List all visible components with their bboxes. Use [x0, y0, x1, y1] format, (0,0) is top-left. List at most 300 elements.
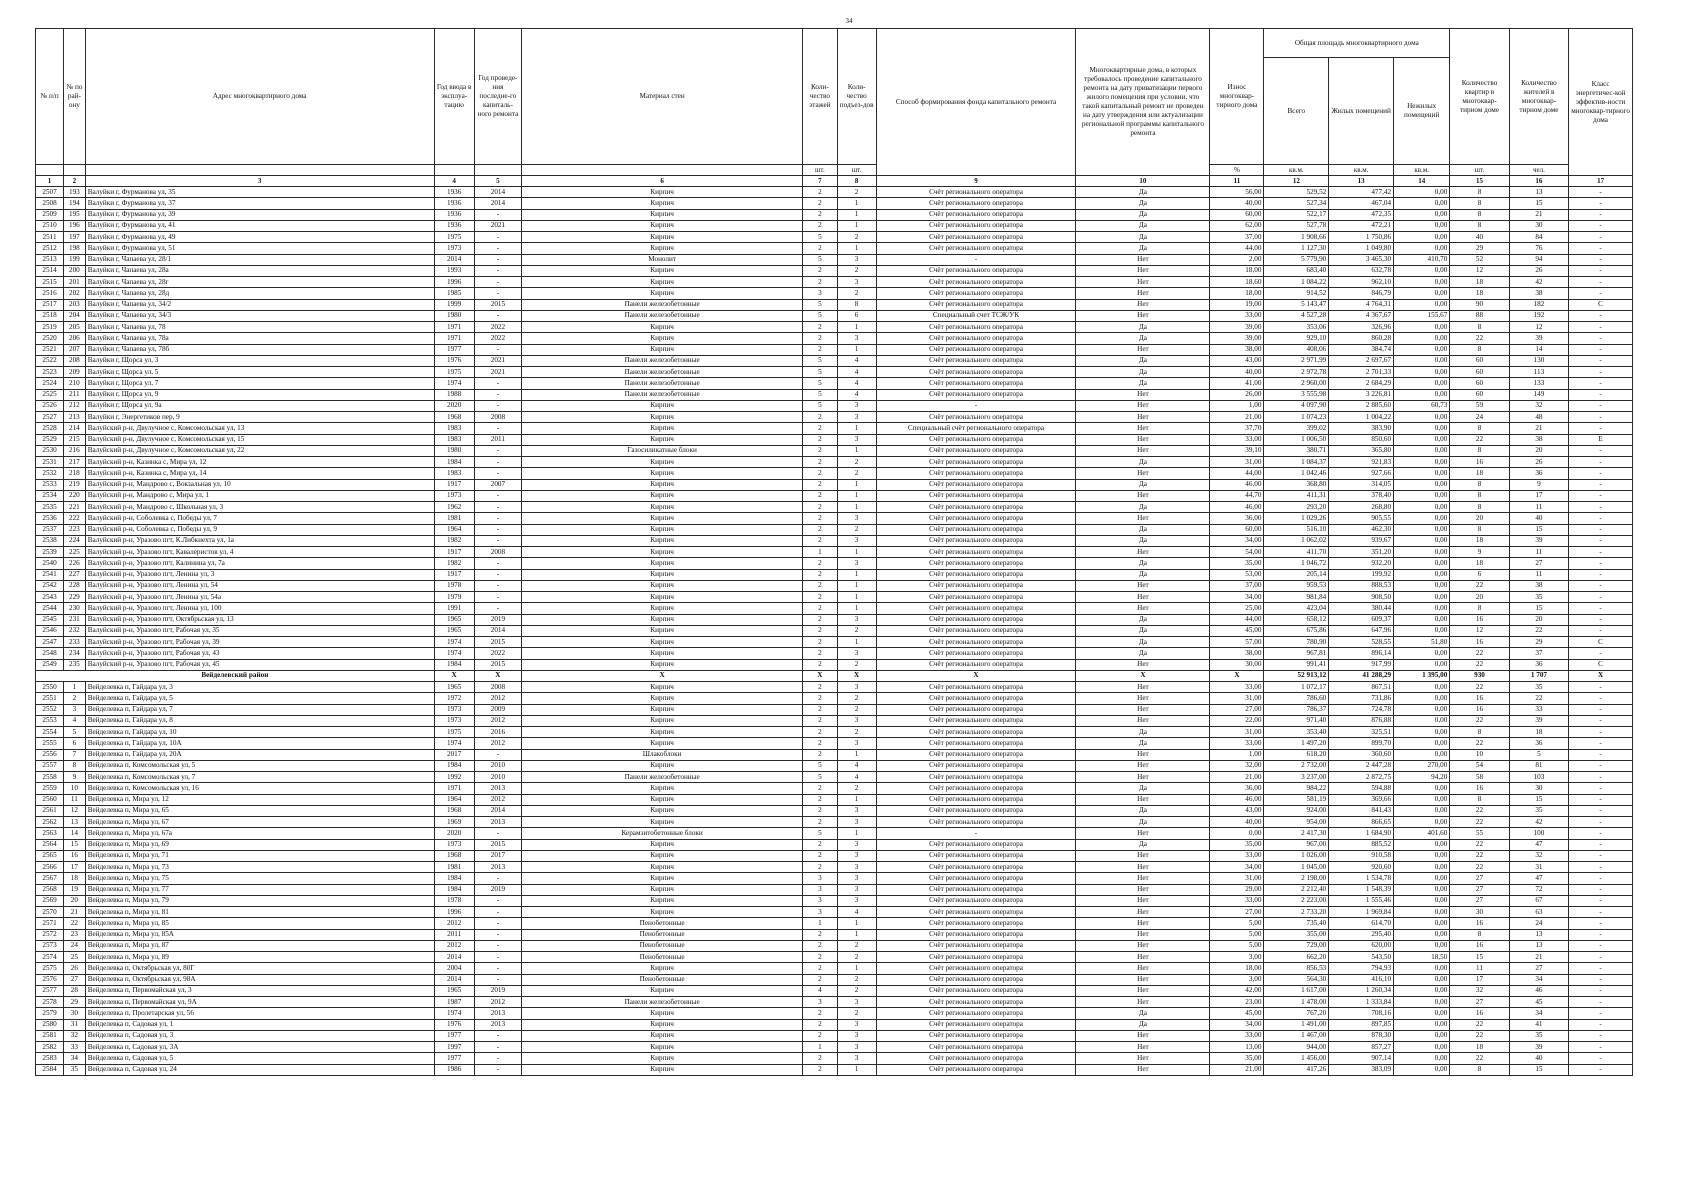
table-cell: 0,00	[1394, 580, 1450, 591]
table-cell: 15	[1509, 603, 1568, 614]
table-cell: 8	[1450, 524, 1509, 535]
table-cell: 2	[803, 952, 838, 963]
table-row	[36, 535, 1633, 546]
table-cell: 360,60	[1329, 749, 1394, 760]
table-cell: 15	[1450, 952, 1509, 963]
table-cell: Счёт регионального оператора	[876, 850, 1076, 861]
table-cell: 2	[803, 603, 838, 614]
table-cell: 2021	[474, 367, 522, 378]
table-cell: 2	[803, 479, 838, 490]
table-cell: 2583	[36, 1053, 64, 1064]
table-cell: 0,00	[1394, 322, 1450, 333]
table-cell: 1993	[434, 265, 474, 276]
table-cell: -	[1569, 558, 1633, 569]
table-cell: 2541	[36, 569, 64, 580]
table-cell: 2012	[474, 738, 522, 749]
table-cell: 2510	[36, 220, 64, 231]
table-cell: 780,90	[1264, 637, 1329, 648]
table-cell: 35,00	[1210, 558, 1264, 569]
table-cell: 60,73	[1394, 400, 1450, 411]
table-cell: 467,04	[1329, 198, 1394, 209]
table-cell: 1 026,00	[1264, 850, 1329, 861]
table-cell: Нет	[1076, 693, 1210, 704]
table-cell: 193	[64, 187, 86, 198]
table-cell: 1975	[434, 232, 474, 243]
table-cell: 39	[1509, 333, 1568, 344]
table-cell: 20	[1450, 513, 1509, 524]
table-cell: 2538	[36, 535, 64, 546]
table-cell: 908,50	[1329, 592, 1394, 603]
table-cell: Счёт регионального оператора	[876, 220, 1076, 231]
table-cell: 1 555,46	[1329, 895, 1394, 906]
table-cell: 2	[837, 1008, 876, 1019]
table-cell: 1984	[434, 457, 474, 468]
table-cell: 3	[837, 535, 876, 546]
table-cell: 4 097,90	[1264, 400, 1329, 411]
table-cell: 2548	[36, 648, 64, 659]
table-cell: 2017	[434, 749, 474, 760]
table-cell: -	[1569, 614, 1633, 625]
table-cell: Кирпич	[522, 243, 803, 254]
table-cell: 22	[1450, 839, 1509, 850]
table-cell: 3	[837, 873, 876, 884]
table-cell: Вейделевка п, Гайдара ул, 10А	[85, 738, 434, 749]
district-cell: X	[837, 670, 876, 681]
unit-wear: %	[1210, 165, 1264, 176]
table-cell: 2	[803, 412, 838, 423]
table-cell: 133	[1509, 378, 1568, 389]
table-cell: -	[1569, 355, 1633, 366]
table-cell: 52	[1450, 254, 1509, 265]
table-row	[36, 547, 1633, 558]
table-cell: 0,00	[1394, 479, 1450, 490]
table-cell: 19,00	[1210, 299, 1264, 310]
table-cell: 0,00	[1394, 513, 1450, 524]
table-cell: 462,30	[1329, 524, 1394, 535]
table-cell: 199	[64, 254, 86, 265]
table-cell: 2	[837, 232, 876, 243]
table-cell: 0,00	[1394, 862, 1450, 873]
table-cell: 1964	[434, 794, 474, 805]
table-row	[36, 333, 1633, 344]
table-cell: 326,96	[1329, 322, 1394, 333]
table-cell: -	[1569, 468, 1633, 479]
table-cell: 353,06	[1264, 322, 1329, 333]
table-cell: Счёт регионального оператора	[876, 265, 1076, 276]
table-cell: 14	[64, 828, 86, 839]
table-cell: Панели железобетонные	[522, 310, 803, 321]
header-year-built: Год ввода в эксплуа-тацию	[434, 29, 474, 165]
table-cell: 1 478,00	[1264, 997, 1329, 1008]
table-cell: Валуйский р-н, Уразово пгт, Рабочая ул, 43	[85, 648, 434, 659]
table-cell: Да	[1076, 637, 1210, 648]
table-cell: 11	[1509, 502, 1568, 513]
table-cell: 215	[64, 434, 86, 445]
table-cell: 2020	[434, 828, 474, 839]
table-row	[36, 378, 1633, 389]
table-cell: Нет	[1076, 1064, 1210, 1075]
table-cell: Нет	[1076, 412, 1210, 423]
table-cell: 3	[837, 412, 876, 423]
table-cell: 0,00	[1394, 918, 1450, 929]
table-cell: 0,00	[1394, 412, 1450, 423]
table-cell: 22	[1450, 805, 1509, 816]
table-cell: 113	[1509, 367, 1568, 378]
table-cell: -	[1569, 794, 1633, 805]
table-cell: 0,00	[1394, 693, 1450, 704]
table-cell: Нет	[1076, 715, 1210, 726]
table-cell: 0,00	[1394, 468, 1450, 479]
table-cell: 18	[1509, 727, 1568, 738]
table-cell: 2008	[474, 682, 522, 693]
district-cell: X	[1210, 670, 1264, 681]
table-cell: 2017	[474, 850, 522, 861]
table-row	[36, 963, 1633, 974]
table-cell: 48	[1509, 412, 1568, 423]
table-cell: Кирпич	[522, 873, 803, 884]
district-cell: 1 707	[1509, 670, 1568, 681]
table-cell: Керамзитобетонные блоки	[522, 828, 803, 839]
table-cell: 0,00	[1394, 997, 1450, 1008]
table-cell: -	[1569, 940, 1633, 951]
table-cell: 84	[1509, 232, 1568, 243]
header-address: Адрес многоквартирного дома	[85, 29, 434, 165]
table-cell: 2 885,60	[1329, 400, 1394, 411]
table-cell: 423,04	[1264, 603, 1329, 614]
table-cell: Счёт регионального оператора	[876, 625, 1076, 636]
table-cell: 34,00	[1210, 535, 1264, 546]
table-cell: 735,40	[1264, 918, 1329, 929]
table-cell: 1,00	[1210, 400, 1264, 411]
table-cell: Кирпич	[522, 682, 803, 693]
table-cell: Счёт регионального оператора	[876, 490, 1076, 501]
table-cell: 917,99	[1329, 659, 1394, 670]
table-row	[36, 1030, 1633, 1041]
table-cell: Вейделевка п, Мира ул, 79	[85, 895, 434, 906]
table-cell: 39	[1509, 1042, 1568, 1053]
table-cell: 5	[803, 367, 838, 378]
table-header	[36, 29, 1633, 187]
table-cell: 8	[1450, 490, 1509, 501]
table-cell: Кирпич	[522, 625, 803, 636]
table-cell: 23	[64, 929, 86, 940]
column-number: 15	[1450, 176, 1509, 187]
table-row	[36, 727, 1633, 738]
table-cell: 2019	[474, 614, 522, 625]
table-cell: 2582	[36, 1042, 64, 1053]
table-cell: Счёт регионального оператора	[876, 985, 1076, 996]
table-cell: 8	[1450, 344, 1509, 355]
table-row	[36, 873, 1633, 884]
column-number: 8	[837, 176, 876, 187]
table-cell: Счёт регионального оператора	[876, 344, 1076, 355]
table-cell: -	[876, 400, 1076, 411]
table-cell: 1936	[434, 220, 474, 231]
table-cell: Валуйки г, Чапаева ул, 34/2	[85, 299, 434, 310]
table-row	[36, 580, 1633, 591]
table-cell: 954,00	[1264, 817, 1329, 828]
table-cell: Счёт регионального оператора	[876, 288, 1076, 299]
table-cell: 35	[64, 1064, 86, 1075]
table-cell: Кирпич	[522, 614, 803, 625]
table-cell: -	[474, 535, 522, 546]
table-cell: 18,00	[1210, 963, 1264, 974]
table-cell: Вейделевка п, Комсомольская ул, 5	[85, 760, 434, 771]
table-cell: 2528	[36, 423, 64, 434]
table-cell: -	[1569, 625, 1633, 636]
table-cell: 731,86	[1329, 693, 1394, 704]
table-cell: 1 333,84	[1329, 997, 1394, 1008]
table-cell: Счёт регионального оператора	[876, 952, 1076, 963]
table-cell: -	[474, 457, 522, 468]
table-cell: 1 456,00	[1264, 1053, 1329, 1064]
table-cell: 0,00	[1394, 547, 1450, 558]
table-cell: -	[1569, 682, 1633, 693]
table-row	[36, 805, 1633, 816]
table-cell: Да	[1076, 232, 1210, 243]
table-cell: 5	[1509, 749, 1568, 760]
table-cell: 0,00	[1394, 299, 1450, 310]
table-cell: 24	[1509, 918, 1568, 929]
table-cell: 0,00	[1394, 355, 1450, 366]
table-cell: Да	[1076, 783, 1210, 794]
table-cell: 2012	[474, 693, 522, 704]
table-cell: 26	[64, 963, 86, 974]
table-cell: 411,70	[1264, 547, 1329, 558]
table-cell: 1992	[434, 772, 474, 783]
table-cell: Вейделевка п, Гайдара ул, 7	[85, 704, 434, 715]
table-cell: -	[474, 310, 522, 321]
table-cell: 5	[803, 828, 838, 839]
table-cell: Кирпич	[522, 344, 803, 355]
table-row	[36, 412, 1633, 423]
table-cell: 2 417,30	[1264, 828, 1329, 839]
table-cell: Валуйский р-н, Казинка с, Мира ул, 12	[85, 457, 434, 468]
table-cell: -	[474, 468, 522, 479]
table-cell: 2	[803, 715, 838, 726]
table-cell: 2 198,00	[1264, 873, 1329, 884]
table-cell: -	[474, 828, 522, 839]
table-cell: -	[1569, 727, 1633, 738]
table-cell: Счёт регионального оператора	[876, 569, 1076, 580]
table-cell: 2	[837, 693, 876, 704]
table-cell: 1	[837, 637, 876, 648]
table-cell: 12	[64, 805, 86, 816]
table-cell: Нет	[1076, 794, 1210, 805]
table-row	[36, 603, 1633, 614]
table-cell: 54,00	[1210, 547, 1264, 558]
table-cell: С	[1569, 637, 1633, 648]
table-cell: Счёт регионального оператора	[876, 457, 1076, 468]
table-cell: 899,70	[1329, 738, 1394, 749]
table-cell: -	[474, 209, 522, 220]
table-cell: 5	[803, 254, 838, 265]
table-cell: 2	[803, 850, 838, 861]
table-row	[36, 682, 1633, 693]
table-cell: 200	[64, 265, 86, 276]
table-cell: 1977	[434, 344, 474, 355]
table-cell: 0,00	[1394, 895, 1450, 906]
table-cell: -	[1569, 850, 1633, 861]
header-area-nonliving: Нежилых помещений	[1394, 58, 1450, 165]
table-cell: -	[474, 378, 522, 389]
table-cell: 194	[64, 198, 86, 209]
table-cell: Валуйский р-н, Уразово пгт, Рабочая ул, 39	[85, 637, 434, 648]
table-cell: Кирпич	[522, 715, 803, 726]
table-cell: Счёт регионального оператора	[876, 817, 1076, 828]
table-cell: Валуйский р-н, Уразово пгт, Ленина ул, 54	[85, 580, 434, 591]
table-cell: 8	[1450, 187, 1509, 198]
table-cell: 2	[803, 648, 838, 659]
table-cell: 1978	[434, 580, 474, 591]
table-cell: 31,00	[1210, 727, 1264, 738]
table-cell: 2012	[474, 715, 522, 726]
table-cell: 11	[1450, 963, 1509, 974]
table-cell: 5	[803, 400, 838, 411]
table-cell: 202	[64, 288, 86, 299]
table-cell: -	[1569, 265, 1633, 276]
table-cell: 3	[837, 614, 876, 625]
district-cell: X	[1569, 670, 1633, 681]
table-cell: 2	[803, 693, 838, 704]
table-cell: 0,00	[1394, 907, 1450, 918]
table-cell: 846,79	[1329, 288, 1394, 299]
table-cell: Валуйки г, Щорса ул, 3	[85, 355, 434, 366]
table-cell: 2532	[36, 468, 64, 479]
district-cell: 52 913,12	[1264, 670, 1329, 681]
table-cell: 8	[1450, 603, 1509, 614]
table-cell: 225	[64, 547, 86, 558]
table-cell: Кирпич	[522, 603, 803, 614]
table-cell: -	[474, 952, 522, 963]
table-row	[36, 513, 1633, 524]
table-cell: 1,00	[1210, 749, 1264, 760]
table-cell: 1 084,22	[1264, 277, 1329, 288]
table-cell: 39,00	[1210, 322, 1264, 333]
table-cell: -	[1569, 997, 1633, 1008]
table-cell: 1975	[434, 727, 474, 738]
table-cell: 9	[64, 772, 86, 783]
table-cell: 34,00	[1210, 1019, 1264, 1030]
table-cell: 1	[837, 569, 876, 580]
table-cell: 2	[837, 952, 876, 963]
table-cell: -	[1569, 985, 1633, 996]
table-cell: 1	[837, 828, 876, 839]
table-cell: -	[876, 254, 1076, 265]
table-cell: Счёт регионального оператора	[876, 558, 1076, 569]
table-cell: 39,10	[1210, 445, 1264, 456]
table-cell: -	[474, 502, 522, 513]
column-number: 1	[36, 176, 64, 187]
table-cell: 2534	[36, 490, 64, 501]
table-cell: Кирпич	[522, 794, 803, 805]
table-cell: 2584	[36, 1064, 64, 1075]
table-cell: Валуйки г, Чапаева ул, 28а	[85, 265, 434, 276]
table-cell: 675,86	[1264, 625, 1329, 636]
table-cell: 0,00	[1394, 243, 1450, 254]
table-row	[36, 277, 1633, 288]
table-cell: 856,53	[1264, 963, 1329, 974]
table-cell: 2015	[474, 659, 522, 670]
table-cell: Счёт регионального оператора	[876, 772, 1076, 783]
table-cell: Да	[1076, 614, 1210, 625]
table-cell: 1 127,30	[1264, 243, 1329, 254]
table-cell: 962,10	[1329, 277, 1394, 288]
table-cell: 522,17	[1264, 209, 1329, 220]
table-cell: 58	[1450, 772, 1509, 783]
table-cell: 30	[1450, 907, 1509, 918]
table-cell: 1 908,66	[1264, 232, 1329, 243]
table-row	[36, 625, 1633, 636]
table-cell: 0,00	[1394, 558, 1450, 569]
table-cell: 0,00	[1394, 974, 1450, 985]
table-cell: Да	[1076, 839, 1210, 850]
table-cell: 967,00	[1264, 839, 1329, 850]
table-cell: 8	[837, 299, 876, 310]
table-cell: 399,02	[1264, 423, 1329, 434]
table-cell: Валуйки г, Щорса ул, 7	[85, 378, 434, 389]
table-cell: 21	[1509, 952, 1568, 963]
table-cell: 0,00	[1394, 648, 1450, 659]
table-cell: 220	[64, 490, 86, 501]
table-cell: 2	[837, 783, 876, 794]
header-district-index: № по рай-ону	[64, 29, 86, 165]
table-cell: Кирпич	[522, 839, 803, 850]
table-cell: 1	[837, 547, 876, 558]
table-cell: -	[474, 490, 522, 501]
table-cell: 325,51	[1329, 727, 1394, 738]
table-row	[36, 828, 1633, 839]
table-cell: 1917	[434, 479, 474, 490]
table-cell: Валуйский р-н, Мандрово с, Вокзальная ул, 10	[85, 479, 434, 490]
table-cell: 1	[803, 1042, 838, 1053]
table-cell: 229	[64, 592, 86, 603]
table-cell: 18	[1450, 1042, 1509, 1053]
table-cell: Да	[1076, 209, 1210, 220]
column-number: 6	[522, 176, 803, 187]
table-cell: Валуйский р-н, Уразово пгт, Ленина ул, 100	[85, 603, 434, 614]
table-cell: 38,00	[1210, 344, 1264, 355]
table-cell: Счёт регионального оператора	[876, 535, 1076, 546]
table-cell: 35	[1509, 1030, 1568, 1041]
table-cell: 16	[1450, 783, 1509, 794]
table-cell: -	[1569, 547, 1633, 558]
table-cell: Валуйки г, Фурманова ул, 41	[85, 220, 434, 231]
table-cell: 3 226,81	[1329, 389, 1394, 400]
table-cell: 2016	[474, 727, 522, 738]
table-cell: 0,00	[1394, 434, 1450, 445]
table-cell: 235	[64, 659, 86, 670]
table-cell: -	[1569, 963, 1633, 974]
table-cell: Кирпич	[522, 1064, 803, 1075]
table-cell: 2007	[474, 479, 522, 490]
table-cell: 2558	[36, 772, 64, 783]
table-cell: 2 872,75	[1329, 772, 1394, 783]
table-cell: 2022	[474, 322, 522, 333]
table-cell: Да	[1076, 524, 1210, 535]
table-cell: 8	[1450, 727, 1509, 738]
table-cell: -	[474, 513, 522, 524]
table-cell: 1980	[434, 310, 474, 321]
table-cell: 10	[1450, 749, 1509, 760]
table-cell: 208	[64, 355, 86, 366]
table-cell: 45,00	[1210, 625, 1264, 636]
table-cell: 1981	[434, 513, 474, 524]
table-cell: 2	[803, 490, 838, 501]
table-cell: -	[474, 558, 522, 569]
table-cell: 1	[837, 929, 876, 940]
table-cell: Счёт регионального оператора	[876, 839, 1076, 850]
